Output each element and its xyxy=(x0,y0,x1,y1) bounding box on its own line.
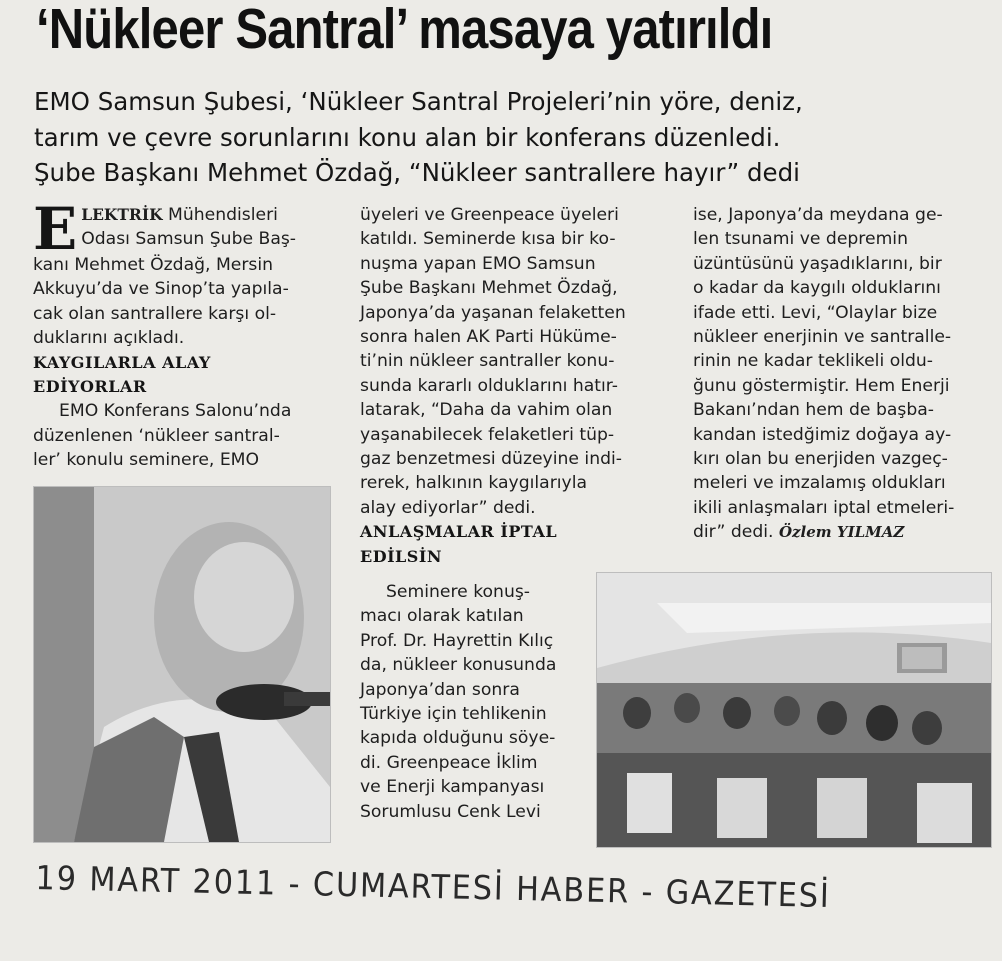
body-line: cak olan santrallere karşı ol- xyxy=(33,303,277,324)
body-line: ve Enerji kampanyası xyxy=(360,777,545,798)
body-line: kırı olan bu enerjiden vazgeç- xyxy=(693,449,948,470)
headline: ‘Nükleer Santral’ masaya yatırıldı xyxy=(36,0,773,61)
body-line: sunda kararlı olduklarını hatır- xyxy=(360,375,618,396)
body-line: Bakanı’ndan hem de başba- xyxy=(693,400,934,421)
body-line: üzüntüsünü yaşadıklarını, bir xyxy=(693,253,942,274)
article-deck xyxy=(34,84,964,191)
article-column-1 xyxy=(33,195,323,473)
body-line: ifade etti. Levi, “Olaylar bize xyxy=(693,302,938,323)
body-line: Japonya’da yaşanan felaketten xyxy=(360,302,626,323)
body-line: o kadar da kaygılı olduklarını xyxy=(693,278,941,299)
deck-line: tarım ve çevre sorunlarını konu alan bir konferans düzenledi. xyxy=(34,122,781,152)
body-line: nükleer enerjinin ve santralle- xyxy=(693,327,952,348)
body-line: macı olarak katılan xyxy=(360,606,524,627)
body-line: kanı Mehmet Özdağ, Mersin xyxy=(33,255,274,275)
body-line: nuşma yapan EMO Samsun xyxy=(360,253,596,274)
body-line: meleri ve imzalamış oldukları xyxy=(693,473,946,494)
body-line: kapıda olduğunu söye- xyxy=(360,728,556,749)
body-line: ise, Japonya’da meydana ge- xyxy=(693,205,943,225)
body-line: Seminere konuş- xyxy=(386,582,530,602)
body-line: sonra halen AK Parti Hüküme- xyxy=(360,327,617,348)
drop-cap: E xyxy=(33,195,78,263)
subheading: KAYGILARLA ALAY xyxy=(33,352,211,372)
article-column-2 xyxy=(360,203,670,569)
body-line: da, nükleer konusunda xyxy=(360,655,557,676)
subheading: EDİYORLAR xyxy=(33,377,147,397)
body-line: gaz benzetmesi düzeyine indi- xyxy=(360,449,622,470)
body-line: Sorumlusu Cenk Levi xyxy=(360,801,541,822)
body-text: dir” dedi. xyxy=(693,522,774,543)
body-line: di. Greenpeace İklim xyxy=(360,752,538,773)
body-line: Odası Samsun Şube Baş- xyxy=(81,229,297,250)
article-column-3 xyxy=(693,203,993,545)
body-text: Mühendisleri xyxy=(162,205,278,225)
body-line: Türkiye için tehlikenin xyxy=(360,704,547,725)
body-line: kandan istedğimiz doğaya ay- xyxy=(693,424,952,445)
body-line: alay ediyorlar” dedi. xyxy=(360,497,536,518)
lead-word: LEKTRİK xyxy=(81,205,163,224)
body-line: Şube Başkanı Mehmet Özdağ, xyxy=(360,278,618,299)
deck-line: Şube Başkanı Mehmet Özdağ, “Nükleer santrallere hayır” dedi xyxy=(34,158,800,187)
audience-photo-illustration xyxy=(597,573,991,847)
deck-line: EMO Samsun Şubesi, ‘Nükleer Santral Projeleri’nin yöre, deniz, xyxy=(34,87,803,116)
body-line: Prof. Dr. Hayrettin Kılıç xyxy=(360,630,554,651)
body-line: Akkuyu’da ve Sinop’ta yapıla- xyxy=(33,279,289,300)
body-line: ikili anlaşmaları iptal etmeleri- xyxy=(693,497,955,518)
article-column-2-continued xyxy=(360,580,590,824)
body-line: rerek, halkının kaygılarıyla xyxy=(360,473,588,494)
body-line: duklarını açıkladı. xyxy=(33,328,185,349)
body-line: ti’nin nükleer santraller konu- xyxy=(360,351,615,372)
audience-photo xyxy=(596,572,992,848)
body-line: len tsunami ve depremin xyxy=(693,229,908,250)
body-line: Japonya’dan sonra xyxy=(360,679,520,700)
speaker-photo-illustration xyxy=(34,487,330,842)
speaker-photo xyxy=(33,486,331,843)
body-line: latarak, “Daha da vahim olan xyxy=(360,400,613,421)
body-line: katıldı. Seminerde kısa bir ko- xyxy=(360,229,616,250)
body-line: ğunu göstermiştir. Hem Enerji xyxy=(693,375,950,396)
body-line: ler’ konulu seminere, EMO xyxy=(33,450,260,471)
subheading: EDİLSİN xyxy=(360,546,442,566)
body-line: yaşanabilecek felaketleri tüp- xyxy=(360,424,615,445)
body-line: üyeleri ve Greenpeace üyeleri xyxy=(360,205,619,225)
subheading: ANLAŞMALAR İPTAL xyxy=(360,522,558,542)
handwritten-date-note: 19 MART 2011 - CUMARTESİ HABER - GAZETESİ xyxy=(35,858,832,916)
body-line: rinin ne kadar teklikeli oldu- xyxy=(693,351,933,372)
byline: Özlem YILMAZ xyxy=(778,523,905,542)
body-line: EMO Konferans Salonu’nda xyxy=(59,401,292,422)
body-line: düzenlenen ‘nükleer santral- xyxy=(33,425,280,446)
